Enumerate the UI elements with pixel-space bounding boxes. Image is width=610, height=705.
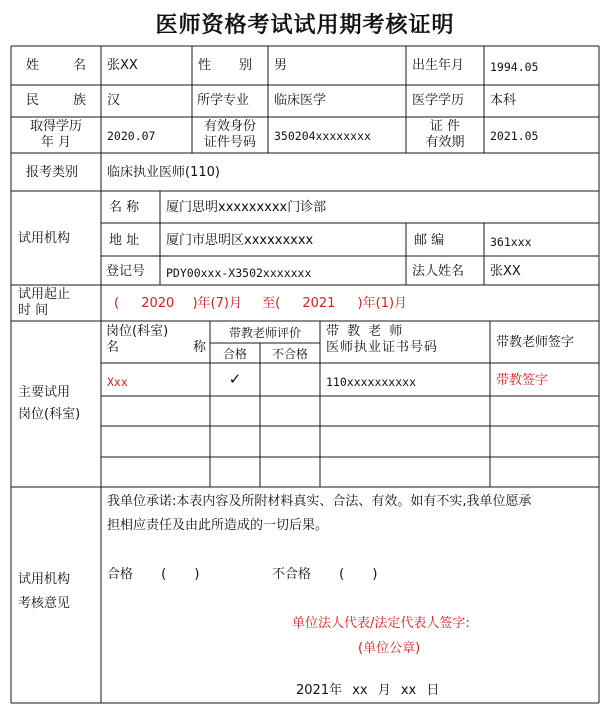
exam-type-value: 临床执业医师(110) [107,165,220,180]
teacher-eval-header: 带教老师评价 [228,326,301,340]
legal-name-label: 法人姓名 [412,264,465,279]
major-value: 临床医学 [274,93,327,108]
fail-option: 不合格 ( ) [272,567,378,582]
unit-seal: (单位公章) [358,641,421,656]
teacher-cert-header: 带 教 老 师 医师执业证书号码 [326,324,439,355]
birth-label: 出生年月 [412,58,465,73]
pass-option: 合格 ( ) [107,567,200,582]
pass-checkmark: ✓ [228,370,242,388]
birth-value: 1994.05 [490,60,539,74]
period-value: ( 2020 )年(7)月 至( 2021 )年(1)月 [114,296,408,311]
post-name-header: 岗位(科室) 名 称 [106,324,206,355]
postcode-label: 邮 编 [414,233,445,248]
teacher-sign-value: 带教签字 [496,373,549,388]
inst-name-value: 厦门思明xxxxxxxxx门诊部 [166,200,327,215]
inst-name-label: 名 称 [109,200,140,215]
ethnic-value: 汉 [107,93,121,108]
reg-no-value: PDY00xxx-X3502xxxxxxx [166,266,312,280]
inst-address-value: 厦门市思明区xxxxxxxxx [166,233,314,248]
commitment-statement: 我单位承诺:本表内容及所附材料真实、合法、有效。如有不实,我单位愿承 担相应责任及由此所造成的一切后果。 [107,494,532,533]
id-valid-label: 证 件 有效期 [425,119,465,150]
name-value: 张XX [107,58,138,73]
legal-name-value: 张XX [490,264,521,279]
ethnic-label: 民 族 [26,93,86,108]
gender-label: 性 别 [198,58,252,73]
teacher-cert-value: 110xxxxxxxxxx [326,375,417,389]
name-label: 姓 名 [26,58,86,73]
reg-no-label: 登记号 [106,264,146,279]
opinion-label: 试用机构 考核意见 [18,572,71,611]
opinion-date: 2021年 xx 月 xx 日 [296,683,440,698]
teacher-sign-header: 带教老师签字 [496,335,575,350]
education-label: 医学学历 [412,93,465,108]
grad-date-label: 取得学历 年 月 [29,119,82,150]
legal-rep-signature: 单位法人代表/法定代表人签字: [292,616,470,631]
institution-label: 试用机构 [18,231,71,246]
post-name-value: Xxx [107,375,128,389]
gender-value: 男 [274,58,288,73]
grad-date-value: 2020.07 [107,129,156,143]
postcode-value: 361xxx [490,235,532,249]
exam-type-label: 报考类别 [26,165,79,180]
id-number-label: 有效身份 证件号码 [203,119,256,150]
fail-col-header: 不合格 [271,347,308,361]
pass-col-header: 合格 [222,347,247,361]
inst-address-label: 地 址 [109,233,140,248]
post-dept-label: 主要试用 岗位(科室) [18,385,81,422]
period-label: 试用起止 时 间 [18,287,71,318]
id-valid-value: 2021.05 [490,129,539,143]
education-value: 本科 [490,93,517,108]
id-number-value: 350204xxxxxxxx [274,129,371,143]
form-title: 医师资格考试试用期考核证明 [155,12,455,38]
major-label: 所学专业 [197,93,250,108]
